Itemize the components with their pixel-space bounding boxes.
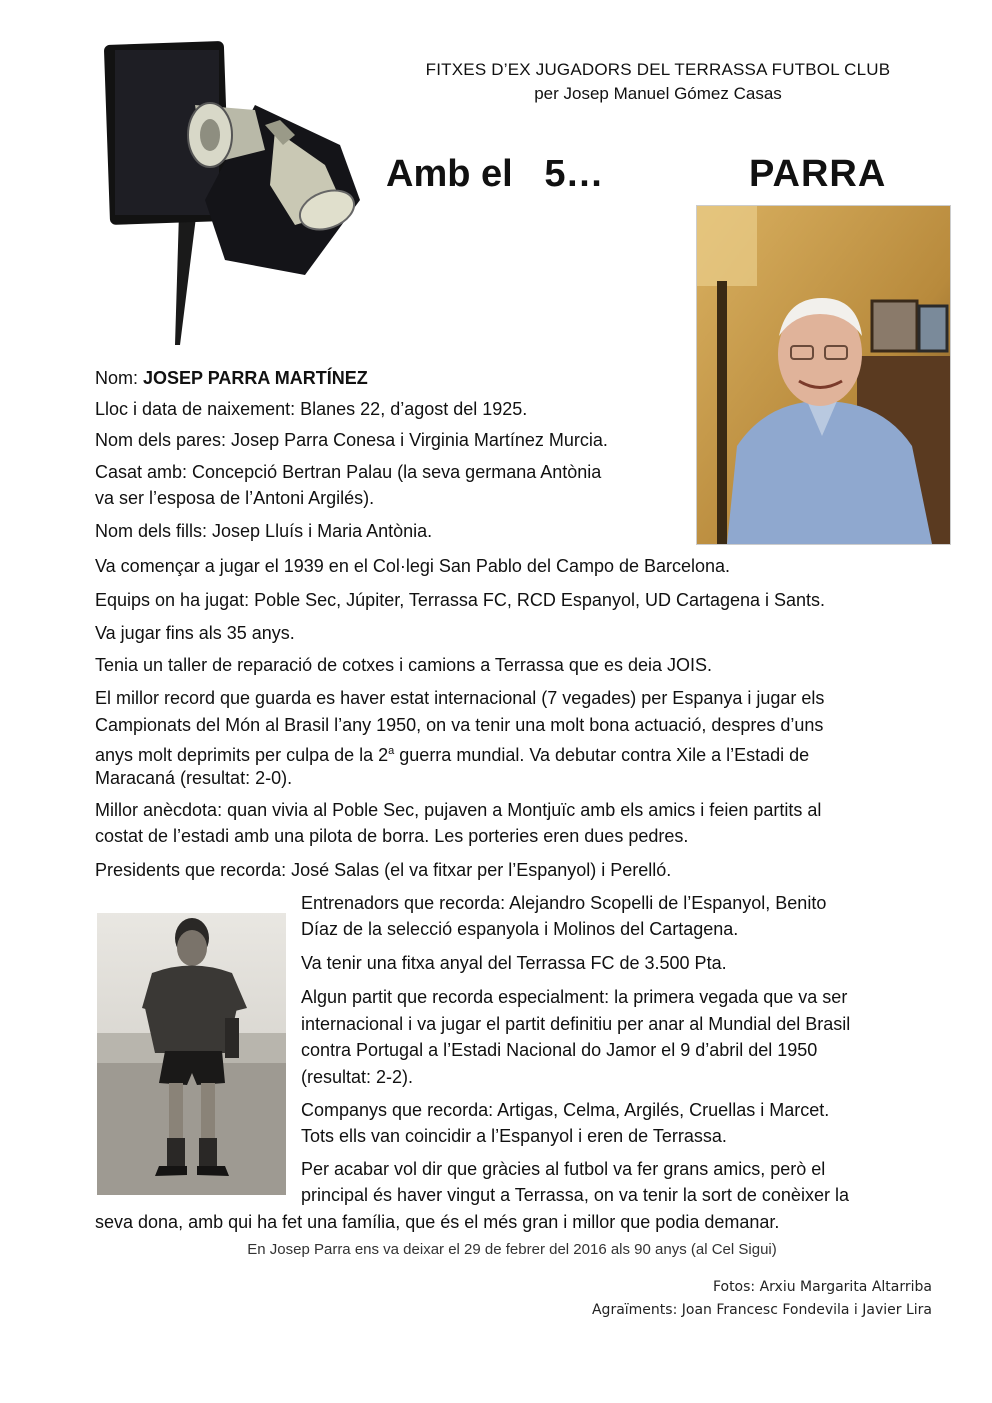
- birth-line: Lloc i data de naixement: Blanes 22, d’agost del 1925.: [95, 399, 528, 419]
- memory-line-3a: anys molt deprimits per culpa de la 2: [95, 745, 389, 765]
- mates-line-2: Tots ells van coincidir a l’Espanyol i eren de Terrassa.: [301, 1126, 727, 1146]
- player-photo: [97, 913, 286, 1195]
- memory-line-1: El millor record que guarda es haver estat internacional (7 vegades) per Espanya i jugar els: [95, 688, 825, 708]
- started-line: Va començar a jugar el 1939 en el Col·legi San Pablo del Campo de Barcelona.: [95, 556, 731, 576]
- heading-surname: PARRA: [749, 153, 887, 195]
- author-line: per Josep Manuel Gómez Casas: [534, 84, 782, 103]
- mates-line-1: Companys que recorda: Artigas, Celma, Argilés, Cruellas i Marcet.: [301, 1100, 830, 1120]
- name-line: [95, 365, 368, 391]
- spouse-line-1: Casat amb: Concepció Bertran Palau (la seva germana Antònia: [95, 462, 602, 482]
- heading-number: Amb el 5…: [386, 153, 604, 195]
- ordinal-superscript: a: [388, 745, 395, 757]
- series-title: FITXES D’EX JUGADORS DEL TERRASSA FUTBOL CLUB: [425, 60, 891, 79]
- player-name: JOSEP PARRA MARTÍNEZ: [143, 368, 368, 388]
- memory-line-4: Maracaná (resultat: 2-0).: [95, 768, 293, 788]
- match-line-1: Algun partit que recorda especialment: la primera vegada que va ser: [301, 987, 848, 1007]
- coaches-line-2: Díaz de la selecció espanyola i Molinos del Cartagena.: [301, 919, 739, 939]
- memorial-note: En Josep Parra ens va deixar el 29 de febrer del 2016 als 90 anys (al Cel Sigui): [247, 1241, 777, 1258]
- presidents-line: Presidents que recorda: José Salas (el va fitxar per l’Espanyol) i Perelló.: [95, 860, 672, 880]
- parents-line: Nom dels pares: Josep Parra Conesa i Virginia Martínez Murcia.: [95, 430, 608, 450]
- thanks-credit: Agraïments: Joan Francesc Fondevila i Javier Lira: [591, 1302, 932, 1318]
- anecdote-line-1: Millor anècdota: quan vivia al Poble Sec, pujaven a Montjuïc amb els amics i feien partits al: [95, 800, 822, 820]
- memory-line-2: Campionats del Món al Brasil l’any 1950, on va tenir una molt bona actuació, despres d’uns: [95, 715, 824, 735]
- workshop-line: Tenia un taller de reparació de cotxes i camions a Terrassa que es deia JOIS.: [95, 655, 713, 675]
- match-line-2: internacional i va jugar el partit definitiu per anar al Mundial del Brasil: [301, 1014, 851, 1034]
- loudspeaker-logo: [95, 35, 370, 345]
- contract-line: Va tenir una fitxa anyal del Terrassa FC de 3.500 Pta.: [301, 953, 727, 973]
- coaches-line-1: Entrenadors que recorda: Alejandro Scopelli de l’Espanyol, Benito: [301, 893, 827, 913]
- match-line-4: (resultat: 2-2).: [301, 1067, 414, 1087]
- closing-line-2: principal és haver vingut a Terrassa, on va tenir la sort de conèixer la: [301, 1185, 849, 1205]
- spouse-line-2: va ser l’esposa de l’Antoni Argilés).: [95, 488, 375, 508]
- closing-line-3: seva dona, amb qui ha fet una família, que és el més gran i millor que podia demanar.: [95, 1212, 780, 1232]
- photos-credit: Fotos: Arxiu Margarita Altarriba: [712, 1279, 932, 1295]
- until-line: Va jugar fins als 35 anys.: [95, 623, 295, 643]
- match-line-3: contra Portugal a l’Estadi Nacional do Jamor el 9 d’abril del 1950: [301, 1040, 818, 1060]
- memory-line-3b: guerra mundial. Va debutar contra Xile a l’Estadi de: [394, 745, 810, 765]
- teams-line: Equips on ha jugat: Poble Sec, Júpiter, Terrassa FC, RCD Espanyol, UD Cartagena i Sants.: [95, 590, 826, 610]
- memory-line-3: [95, 738, 809, 768]
- anecdote-line-2: costat de l’estadi amb una pilota de borra. Les porteries eren dues pedres.: [95, 826, 689, 846]
- closing-line-1: Per acabar vol dir que gràcies al futbol va fer grans amics, però el: [301, 1159, 826, 1179]
- children-line: Nom dels fills: Josep Lluís i Maria Antònia.: [95, 521, 433, 541]
- portrait-photo: [696, 205, 951, 545]
- name-label: Nom:: [95, 368, 144, 388]
